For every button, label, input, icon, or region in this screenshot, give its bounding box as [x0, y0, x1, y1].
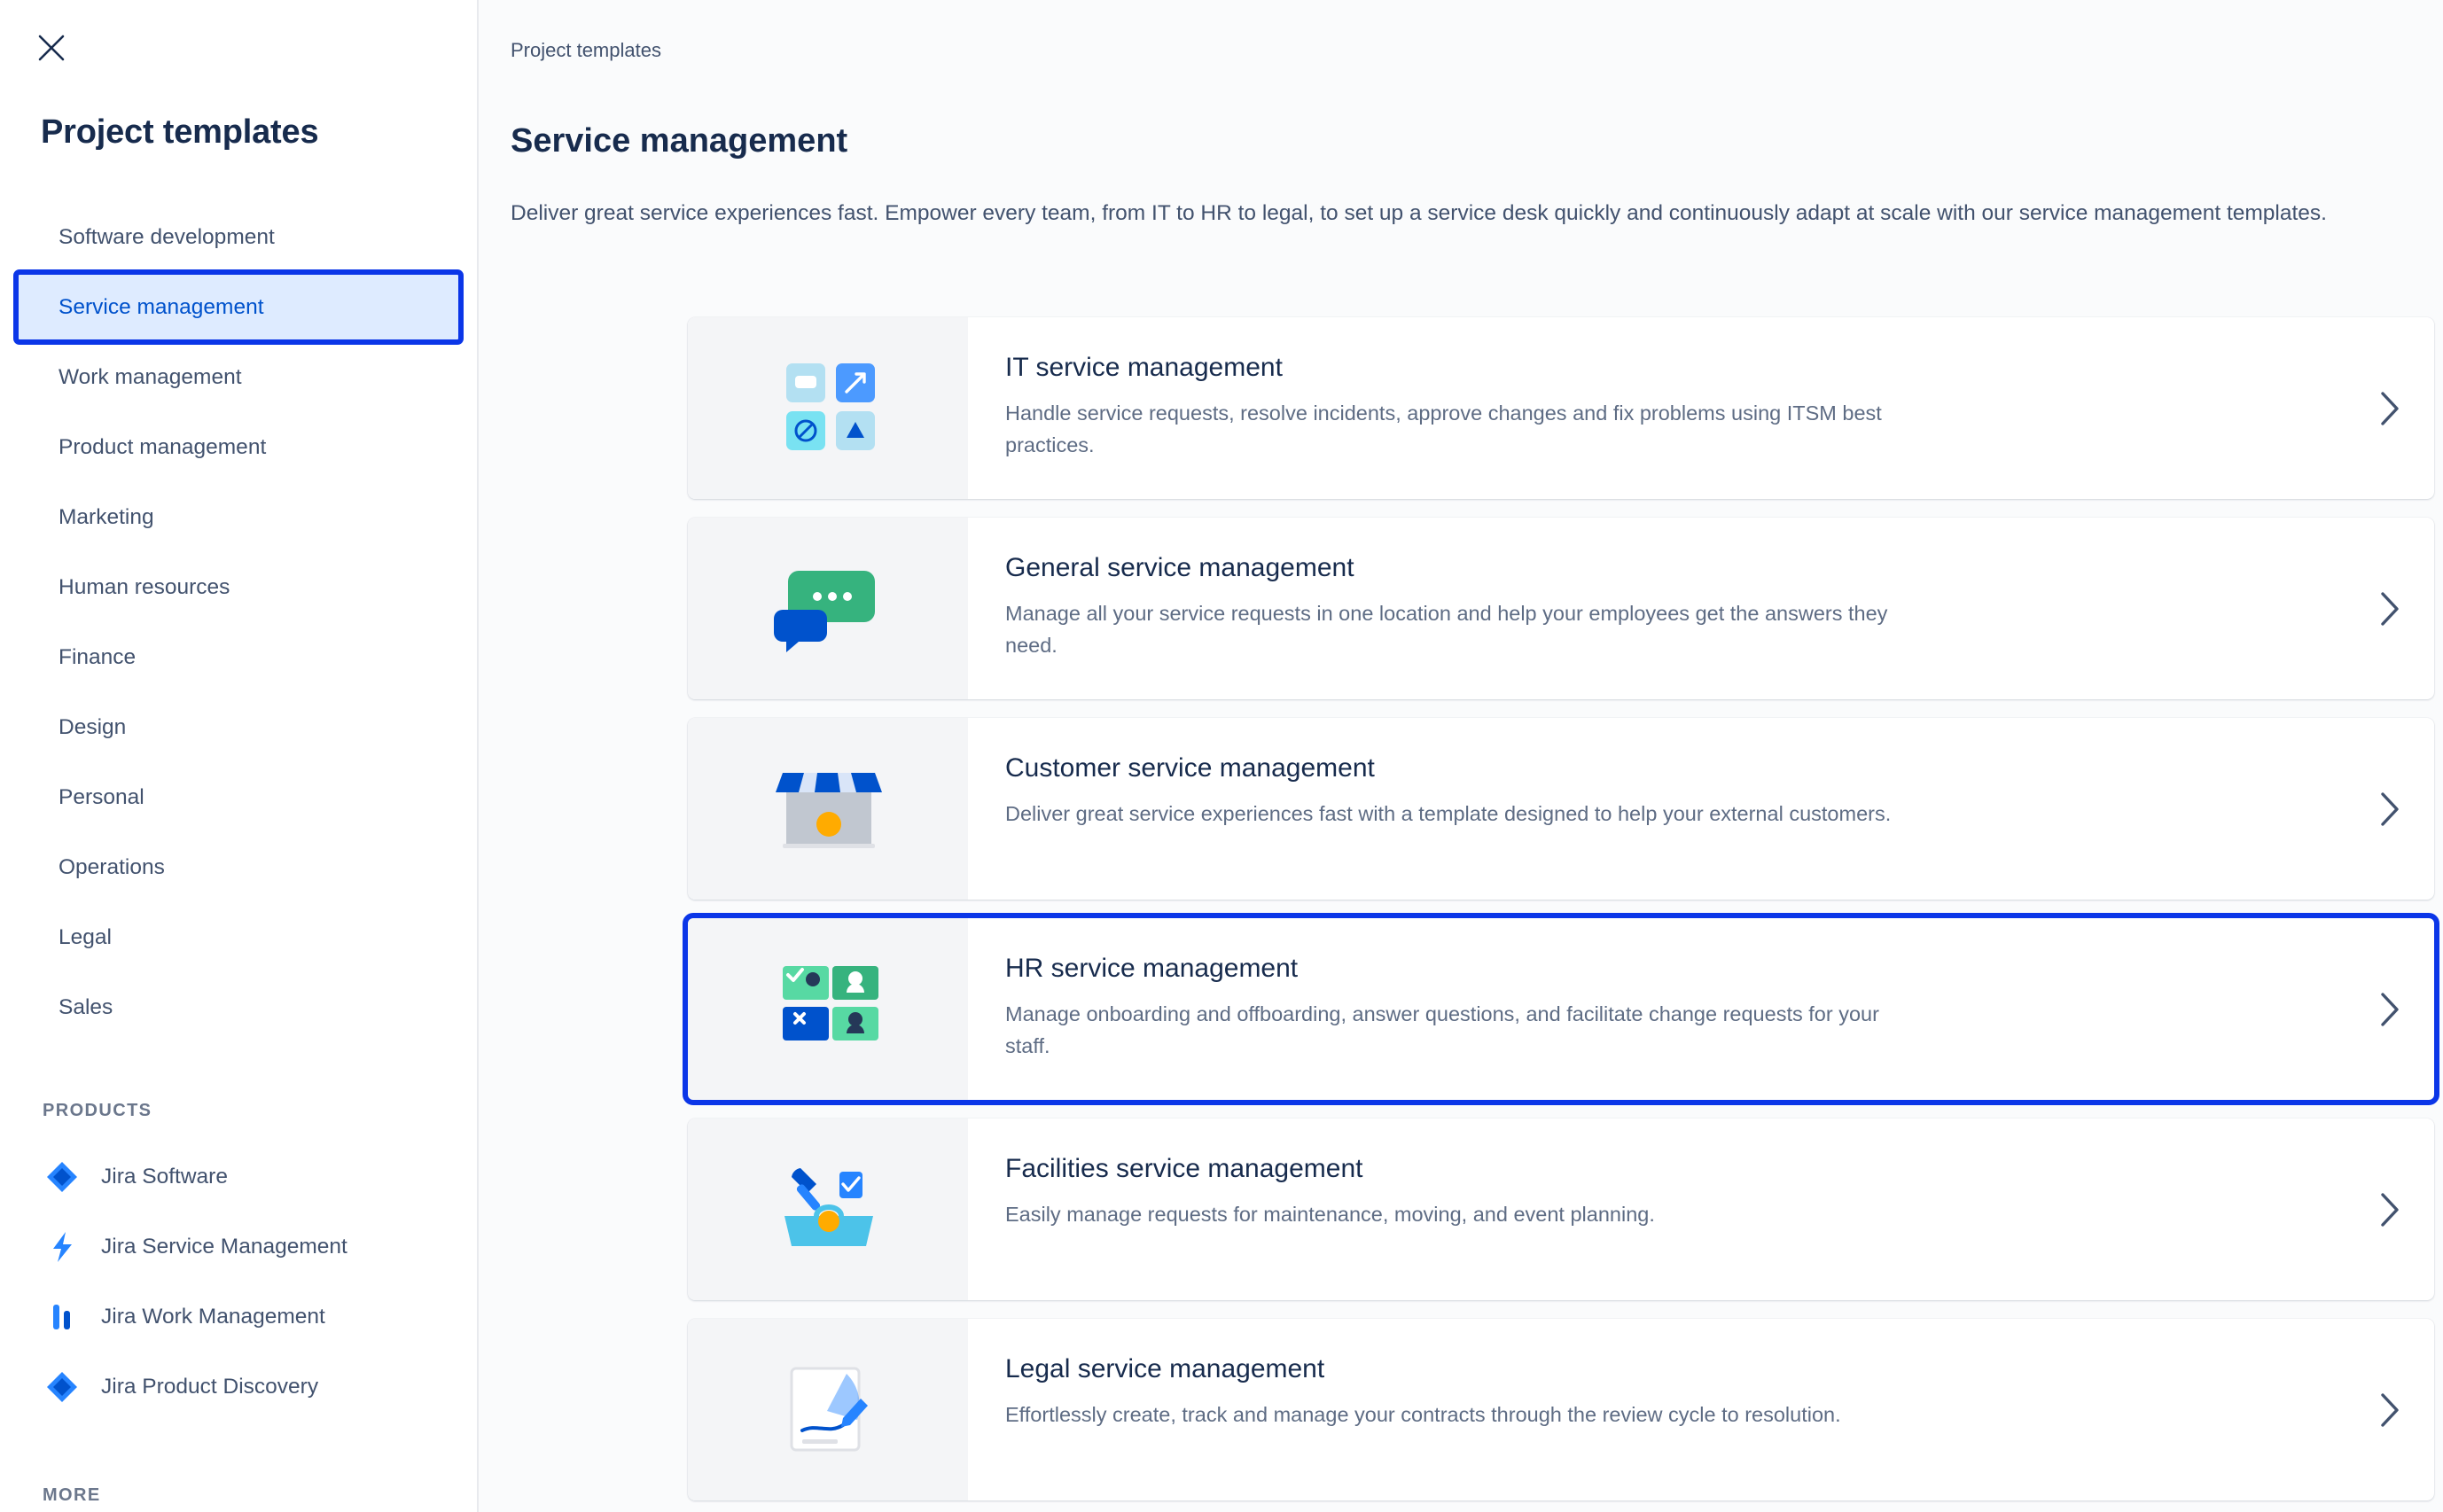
sidebar-item-label: Sales [59, 994, 113, 1019]
sidebar-item-service-management[interactable] [16, 272, 461, 342]
sidebar-item-label: Legal [59, 924, 112, 949]
template-description: Handle service requests, resolve incidents, approve changes and fix problems using ITSM best practices. [1005, 401, 1882, 456]
sidebar-item-label: Jira Software [101, 1164, 228, 1189]
template-list [688, 317, 2434, 1512]
breadcrumb[interactable]: Project templates [511, 39, 661, 61]
template-description: Manage onboarding and offboarding, answer questions, and facilitate change requests for your staff. [1005, 1002, 1879, 1057]
sidebar-item-jira-work-management[interactable] [0, 1282, 477, 1352]
template-card-general-service-management[interactable] [688, 518, 2434, 699]
sidebar-item-marketing[interactable] [16, 482, 461, 552]
template-card-hr-service-management[interactable] [688, 918, 2434, 1100]
category-nav [0, 202, 477, 1042]
more-section-label: MORE [43, 1485, 101, 1505]
close-button[interactable] [28, 25, 74, 71]
sidebar-item-label: Work management [59, 364, 242, 389]
storefront-art [688, 718, 968, 900]
sidebar-item-label: Finance [59, 644, 137, 669]
chevron-right-icon[interactable] [2345, 718, 2434, 900]
sidebar-item-software-development[interactable] [16, 202, 461, 272]
sidebar-item-label: Jira Product Discovery [101, 1374, 319, 1399]
sidebar-item-jira-service-management[interactable] [0, 1212, 477, 1282]
template-card-customer-service-management[interactable] [688, 718, 2434, 900]
jira-product-discovery-icon [43, 1368, 82, 1407]
template-text [968, 1319, 2345, 1500]
template-card-facilities-service-management[interactable] [688, 1118, 2434, 1300]
template-title: IT service management [1005, 353, 1283, 382]
sidebar-item-finance[interactable] [16, 622, 461, 692]
sidebar-item-label: Service management [59, 294, 264, 319]
template-card-legal-service-management[interactable] [688, 1319, 2434, 1500]
sidebar-item-label: Personal [59, 784, 144, 809]
jira-service-management-icon [43, 1228, 82, 1266]
sidebar-item-human-resources[interactable] [16, 552, 461, 622]
sidebar-item-personal[interactable] [16, 762, 461, 832]
itsm-tiles-art [688, 317, 968, 499]
chevron-right-icon[interactable] [2345, 918, 2434, 1100]
template-title: HR service management [1005, 954, 1299, 983]
template-description: Effortlessly create, track and manage your contracts through the review cycle to resolution. [1005, 1403, 1841, 1426]
template-title: Legal service management [1005, 1354, 1325, 1383]
chevron-right-icon[interactable] [2345, 1118, 2434, 1300]
close-icon [36, 33, 66, 63]
sidebar-item-label: Design [59, 714, 127, 739]
sidebar-item-label: Jira Service Management [101, 1234, 347, 1259]
template-text [968, 317, 2345, 499]
sidebar-item-label: Software development [59, 224, 275, 249]
sidebar-item-jira-product-discovery[interactable] [0, 1352, 477, 1422]
jira-software-icon [43, 1157, 82, 1196]
main-title: Service management [511, 122, 848, 160]
sidebar-item-operations[interactable] [16, 832, 461, 902]
page-title: Project templates [41, 113, 319, 151]
sidebar-item-design[interactable] [16, 692, 461, 762]
toolbox-art [688, 1118, 968, 1300]
template-description: Manage all your service requests in one location and help your employees get the answers they need. [1005, 602, 1888, 657]
sidebar-item-product-management[interactable] [16, 412, 461, 482]
template-title: General service management [1005, 553, 1354, 582]
main-description: Deliver great service experiences fast. Empower every team, from IT to HR to legal, to set up a service desk quickly and continuously adapt at scale with our service management templates. [511, 201, 2327, 225]
template-title: Customer service management [1005, 753, 1375, 783]
chevron-right-icon[interactable] [2345, 317, 2434, 499]
products-nav [0, 1142, 477, 1422]
sidebar-item-sales[interactable] [16, 972, 461, 1042]
sidebar-item-jira-software[interactable] [0, 1142, 477, 1212]
template-description: Deliver great service experiences fast with a template designed to help your external customers. [1005, 802, 1892, 825]
template-card-it-service-management[interactable] [688, 317, 2434, 499]
sidebar [0, 0, 479, 1512]
template-description: Easily manage requests for maintenance, moving, and event planning. [1005, 1203, 1655, 1226]
signed-document-art [688, 1319, 968, 1500]
chevron-right-icon[interactable] [2345, 1319, 2434, 1500]
template-title: Facilities service management [1005, 1154, 1363, 1183]
main-panel [479, 0, 2443, 1512]
products-section-label: PRODUCTS [43, 1101, 152, 1120]
jira-work-management-icon [43, 1298, 82, 1337]
sidebar-item-label: Product management [59, 434, 267, 459]
template-text [968, 918, 2345, 1100]
chevron-right-icon[interactable] [2345, 518, 2434, 699]
template-text [968, 718, 2345, 900]
template-text [968, 1118, 2345, 1300]
sidebar-item-legal[interactable] [16, 902, 461, 972]
sidebar-item-label: Human resources [59, 574, 230, 599]
template-text [968, 518, 2345, 699]
sidebar-item-label: Operations [59, 854, 165, 879]
people-cards-art [688, 918, 968, 1100]
sidebar-item-work-management[interactable] [16, 342, 461, 412]
chat-bubbles-art [688, 518, 968, 699]
sidebar-item-label: Marketing [59, 504, 154, 529]
sidebar-item-label: Jira Work Management [101, 1304, 325, 1329]
